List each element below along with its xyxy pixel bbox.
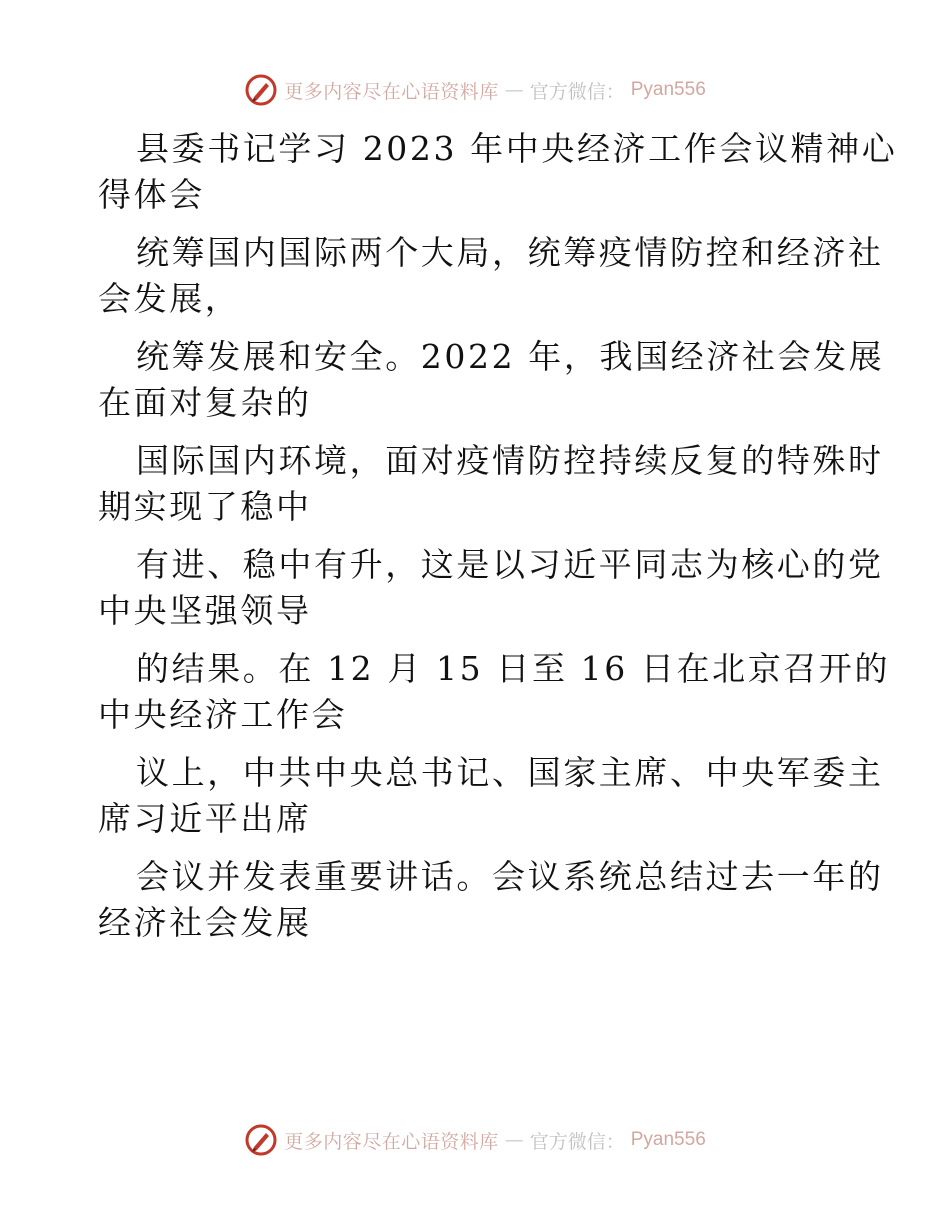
paragraph-line: 的结果。在 12 月 15 日至 16 日在北京召开的 <box>136 649 891 688</box>
paragraph-line: 期实现了稳中 <box>98 487 312 526</box>
banner-wechat-id: Pyan556 <box>630 1129 706 1150</box>
paragraph-line: 在面对复杂的 <box>98 383 312 422</box>
paragraph <box>98 438 884 530</box>
paragraph-line: 会发展， <box>98 279 241 318</box>
paragraph <box>98 646 891 738</box>
banner-wechat-label: 官方微信： <box>529 80 625 103</box>
header-watermark-banner <box>0 70 950 110</box>
paragraph <box>98 230 884 322</box>
paragraph-line: 统筹国内国际两个大局，统筹疫情防控和经济社 <box>136 233 884 272</box>
paragraph-line: 中央经济工作会 <box>98 695 348 734</box>
banner-wechat-id: Pyan556 <box>630 79 706 100</box>
banner-separator: — <box>504 1129 524 1151</box>
paragraph-line: 有进、稳中有升，这是以习近平同志为核心的党 <box>136 545 884 584</box>
pen-logo-icon <box>244 1123 278 1157</box>
paragraph-title <box>98 126 898 218</box>
banner-wechat-label: 官方微信： <box>529 1130 625 1153</box>
paragraph-line: 统筹发展和安全。2022 年，我国经济社会发展 <box>136 337 885 376</box>
paragraph <box>98 334 885 426</box>
paragraph-line: 县委书记学习 2023 年中央经济工作会议精神心 <box>136 129 898 168</box>
paragraph <box>98 542 884 634</box>
paragraph-line: 席习近平出席 <box>98 799 312 838</box>
banner-site-text: 更多内容尽在心语资料库 <box>284 1130 499 1153</box>
paragraph-line: 得体会 <box>98 175 205 214</box>
paragraph-line: 中央坚强领导 <box>98 591 312 630</box>
pen-logo-icon <box>244 73 278 107</box>
paragraph-line: 会议并发表重要讲话。会议系统总结过去一年的 <box>136 857 884 896</box>
document-body <box>98 126 898 958</box>
paragraph-line: 国际国内环境，面对疫情防控持续反复的特殊时 <box>136 441 884 480</box>
banner-separator: — <box>504 79 524 101</box>
paragraph-line: 经济社会发展 <box>98 903 312 942</box>
banner-site-text: 更多内容尽在心语资料库 <box>284 80 499 103</box>
footer-watermark-banner <box>0 1120 950 1160</box>
paragraph <box>98 854 884 946</box>
paragraph <box>98 750 884 842</box>
paragraph-line: 议上，中共中央总书记、国家主席、中央军委主 <box>136 753 884 792</box>
